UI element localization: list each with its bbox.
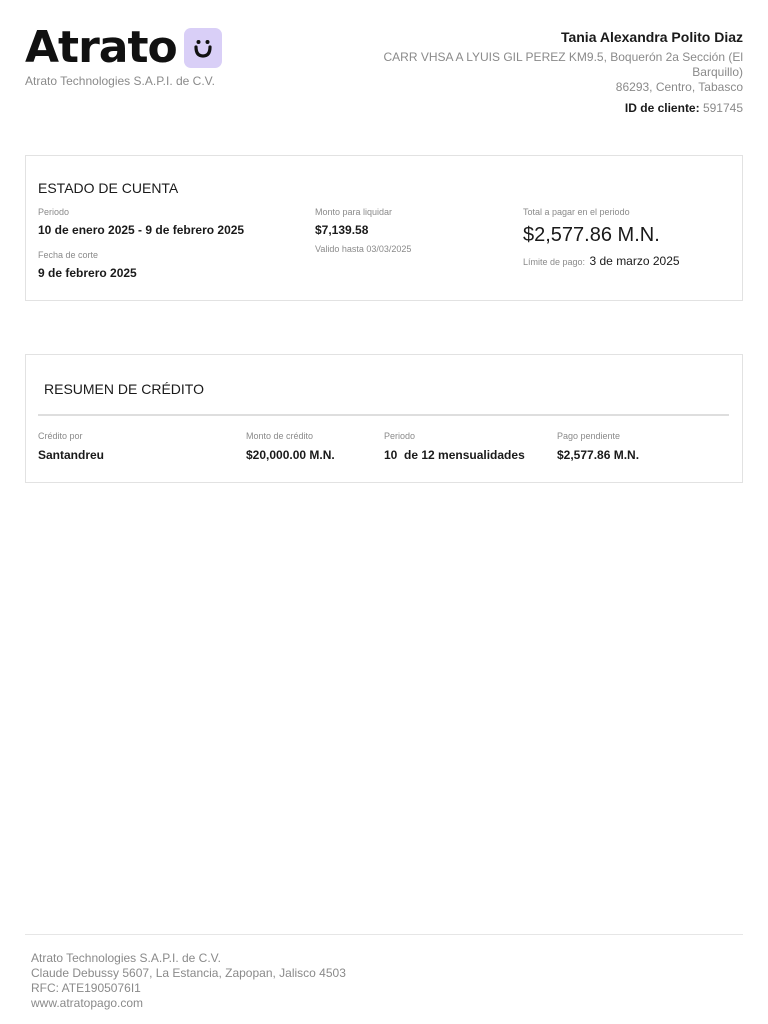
- monto-credito-value: $20,000.00 M.N.: [246, 448, 335, 462]
- estado-periodo-value: 10 de enero 2025 - 9 de febrero 2025: [38, 223, 245, 237]
- corte-label: Fecha de corte: [38, 250, 99, 260]
- footer-rfc: RFC: ATE1905076I1: [31, 981, 141, 995]
- customer-address: [363, 50, 743, 95]
- company-name: Atrato Technologies S.A.P.I. de C.V.: [25, 74, 215, 88]
- credito-por-value: Santandreu: [38, 448, 105, 462]
- resumen-periodo-label: Periodo: [384, 431, 416, 441]
- customer-name: Tania Alexandra Polito Diaz: [560, 29, 743, 45]
- footer-website[interactable]: www.atratopago.com: [31, 996, 144, 1010]
- valido-hasta: Valido hasta 03/03/2025: [315, 244, 412, 254]
- pago-pendiente-value: $2,577.86 M.N.: [557, 448, 640, 462]
- client-id-value: 591745: [702, 101, 743, 115]
- resumen-title: RESUMEN DE CRÉDITO: [44, 381, 204, 397]
- logo-text: Atrato: [25, 22, 177, 73]
- monto-liquidar-label: Monto para liquidar: [315, 207, 393, 217]
- client-id-label: ID de cliente:: [624, 101, 700, 115]
- total-pagar-value: $2,577.86 M.N.: [523, 224, 660, 246]
- estado-title: ESTADO DE CUENTA: [38, 180, 179, 196]
- smiley-icon: [184, 28, 222, 68]
- resumen-divider: [38, 414, 729, 416]
- customer-address-line1: CARR VHSA A LYUIS GIL PEREZ KM9.5, Boquerón 2a Sección (El Barquillo): [383, 50, 743, 79]
- customer-info: [363, 28, 743, 116]
- estado-periodo-label: Periodo: [38, 207, 70, 217]
- credito-por-label: Crédito por: [38, 431, 83, 441]
- corte-value: 9 de febrero 2025: [38, 266, 137, 280]
- customer-address-line2: 86293, Centro, Tabasco: [615, 80, 743, 94]
- limite-pago-value: 3 de marzo 2025: [589, 254, 680, 268]
- footer-address: Claude Debussy 5607, La Estancia, Zapopan, Jalisco 4503: [31, 966, 346, 980]
- pago-pendiente-label: Pago pendiente: [557, 431, 621, 441]
- smiley-icon-glyph: [191, 37, 215, 59]
- logo: [25, 24, 222, 72]
- total-pagar-label: Total a pagar en el periodo: [523, 207, 630, 217]
- limite-pago: [523, 252, 680, 270]
- monto-liquidar-value: $7,139.58: [315, 223, 369, 237]
- limite-pago-label: Límite de pago:: [523, 257, 586, 267]
- resumen-periodo-value: 10 de 12 mensualidades: [384, 448, 525, 462]
- footer: [25, 934, 743, 1011]
- resumen-credito-card: [25, 354, 743, 483]
- brand-header: [25, 24, 222, 88]
- client-id: [363, 101, 743, 116]
- monto-credito-label: Monto de crédito: [246, 431, 314, 441]
- footer-company: Atrato Technologies S.A.P.I. de C.V.: [31, 951, 221, 965]
- estado-de-cuenta-card: [25, 155, 743, 301]
